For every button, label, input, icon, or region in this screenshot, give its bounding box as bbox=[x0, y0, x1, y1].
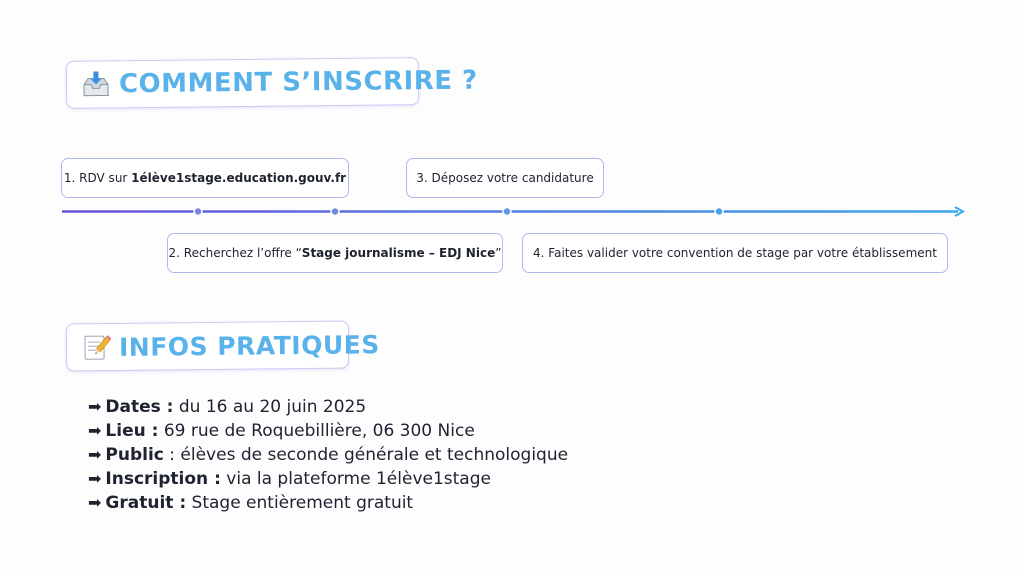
info-label: Gratuit : bbox=[105, 493, 187, 513]
step-2-suffix: ” bbox=[495, 246, 502, 260]
step-3-box bbox=[406, 158, 604, 198]
arrow-right-icon: ➡ bbox=[88, 421, 102, 440]
step-2-box bbox=[167, 233, 503, 273]
list-item bbox=[88, 443, 568, 467]
step-1-box bbox=[61, 158, 349, 198]
info-label: Dates : bbox=[105, 397, 174, 417]
arrow-right-icon: ➡ bbox=[88, 493, 102, 512]
info-value: via la plateforme 1élève1stage bbox=[220, 469, 491, 489]
step-4-box bbox=[522, 233, 948, 273]
info-value: du 16 au 20 juin 2025 bbox=[173, 397, 367, 417]
list-item bbox=[88, 419, 568, 443]
arrow-right-icon: ➡ bbox=[88, 445, 102, 464]
list-item bbox=[88, 395, 568, 419]
memo-pencil-icon bbox=[81, 333, 111, 361]
info-value: 69 rue de Roquebillière, 06 300 Nice bbox=[158, 421, 475, 441]
section-title-infos: INFOS PRATIQUES bbox=[118, 329, 380, 362]
infos-list bbox=[88, 395, 568, 515]
list-item bbox=[88, 467, 568, 491]
list-item bbox=[88, 491, 568, 515]
info-label: Lieu : bbox=[105, 421, 159, 441]
step-1-link-text: 1élève1stage.education.gouv.fr bbox=[131, 171, 347, 185]
step-2-prefix: 2. Recherchez l’offre “ bbox=[168, 246, 302, 260]
heading-infos-pratiques bbox=[66, 321, 380, 372]
section-title-inscrire: COMMENT S’INSCRIRE ? bbox=[118, 65, 478, 100]
info-value: Stage entièrement gratuit bbox=[186, 493, 414, 513]
info-value: : élèves de seconde générale et technologique bbox=[163, 445, 569, 465]
arrow-right-icon: ➡ bbox=[88, 469, 102, 488]
timeline-dot bbox=[331, 208, 339, 216]
step-4-text: 4. Faites valider votre convention de stage par votre établissement bbox=[533, 246, 937, 260]
timeline-dot bbox=[194, 208, 202, 216]
info-label: Public bbox=[105, 445, 164, 465]
timeline-dot bbox=[503, 208, 511, 216]
step-3-text: 3. Déposez votre candidature bbox=[416, 171, 594, 185]
step-1-prefix: 1. RDV sur bbox=[63, 171, 132, 185]
info-label: Inscription : bbox=[105, 469, 221, 489]
timeline-dot bbox=[715, 208, 723, 216]
step-2-offer-name: Stage journalisme – EDJ Nice bbox=[301, 246, 496, 260]
arrow-right-icon: ➡ bbox=[88, 397, 102, 416]
